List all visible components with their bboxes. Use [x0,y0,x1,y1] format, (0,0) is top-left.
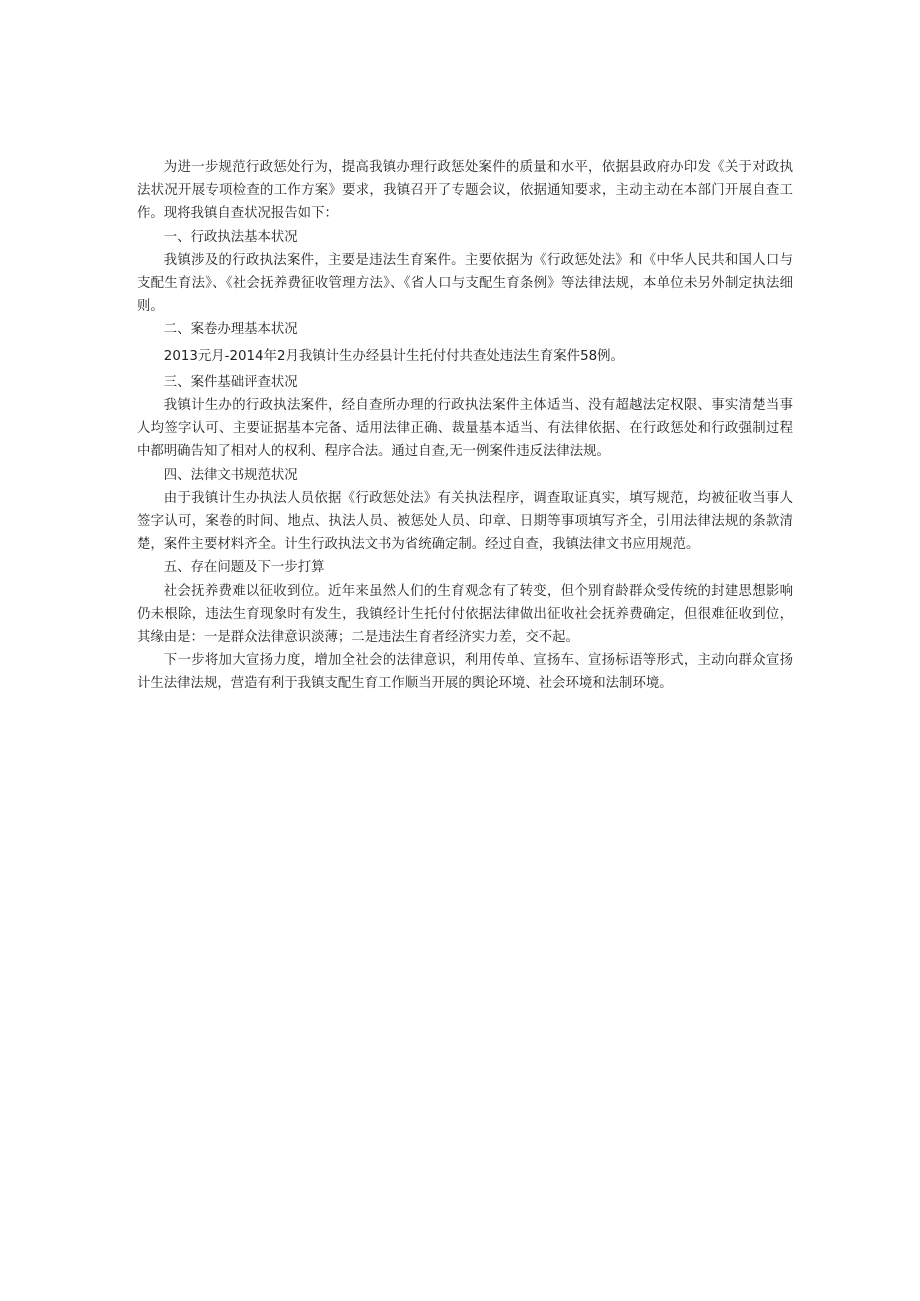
intro-paragraph: 为进一步规范行政惩处行为，提高我镇办理行政惩处案件的质量和水平，依据县政府办印发《关于对政执法状况开展专项检查的工作方案》要求，我镇召开了专题会议，依据通知要求，主动主动在本部门开展自查工作。现将我镇自查状况报告如下： [137,160,793,222]
section-heading-4: 四、法律文书规范状况 [163,467,298,483]
section-5-paragraph-1: 社会抚养费难以征收到位。近年来虽然人们的生育观念有了转变，但个别育龄群众受传统的封建思想影响仍未根除，违法生育现象时有发生，我镇经计生托付付依据法律做出征收社会抚养费确定，但很难征收到位，其缘由是：一是群众法律意识淡薄；二是违法生育者经济实力差，交不起。 [137,583,793,646]
section-5-paragraph-2: 下一步将加大宣扬力度，增加全社会的法律意识，利用传单、宣扬车、宣扬标语等形式，主动向群众宣扬计生法律法规，营造有利于我镇支配生育工作顺当开展的舆论环境、社会环境和法制环境。 [137,653,793,692]
section-heading-3: 三、案件基础评查状况 [163,374,298,390]
document-body [137,156,793,696]
section-heading-5: 五、存在问题及下一步打算 [163,560,325,576]
section-3-paragraph: 我镇计生办的行政执法案件，经自查所办理的行政执法案件主体适当、没有超越法定权限、事实清楚当事人均签字认可、主要证据基本完备、适用法律正确、裁量基本适当、有法律依据、在行政惩处和行政强制过程中都明确告知了相对人的权利、程序合法。通过自查,无一例案件违反法律法规。 [137,398,793,460]
section-4-paragraph: 由于我镇计生办执法人员依据《行政惩处法》有关执法程序，调查取证真实，填写规范，均被征收当事人签字认可，案卷的时间、地点、执法人员、被惩处人员、印章、日期等事项填写齐全，引用法律法规的条款清楚，案件主要材料齐全。计生行政执法文书为省统确定制。经过自查，我镇法律文书应用规范。 [137,490,793,553]
section-heading-2: 二、案卷办理基本状况 [163,322,298,338]
section-2-paragraph: 2013元月-2014年2月我镇计生办经县计生托付付共查处违法生育案件58例。 [163,348,624,364]
section-1-paragraph: 我镇涉及的行政执法案件，主要是违法生育案件。主要依据为《行政惩处法》和《中华人民共和国人口与支配生育法》、《社会抚养费征收管理方法》、《省人口与支配生育条例》等法律法规，本单位未另外制定执法细则。 [137,252,793,315]
section-heading-1: 一、行政执法基本状况 [163,229,298,245]
